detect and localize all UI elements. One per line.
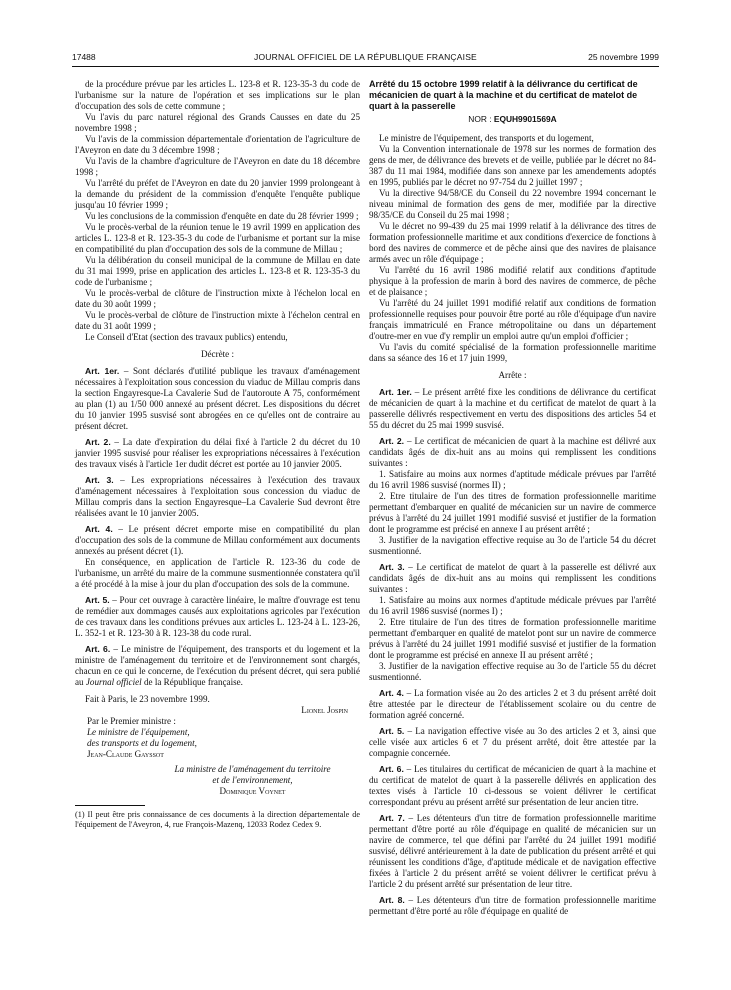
minister-name: Dominique Voynet [219, 786, 286, 796]
paragraph: Vu la directive 94/58/CE du Conseil du 22 novembre 1994 concernant le niveau minimal de formation des gens de mer, modifiée par la directive 98/35/CE du Conseil du 25 mai 1998 ; [369, 188, 656, 220]
article-label: Art. 2. [379, 436, 405, 446]
paragraph: Vu l'arrêté du 24 juillet 1991 modifié relatif aux conditions de formation professionnelle requises pour pouvoir être porté au rôle d'équipage d'un navire français immatriculé en France métropolitaine ou dans un département d'outre-mer en vue d'y remplir un emploi autre qu'un emploi d'officier ; [369, 298, 656, 341]
article-5: Art. 5. – La navigation effective visée au 3o des articles 2 et 3, ainsi que celle visée aux articles 6 et 7 du présent arrêté, doit être attestée par la compagnie concernée. [369, 726, 657, 758]
paragraph: Vu le procès-verbal de clôture de l'instruction mixte à l'échelon central en date du 31 août 1999 ; [75, 310, 360, 331]
paragraph: Vu le procès-verbal de la réunion tenue le 19 avril 1999 en application des articles L. 123-8 et R. 123-35-3 du code de l'urbanisme et portant sur la mise en compatibilité du plan d'occupation des sols de la commune de Millau ; [75, 222, 360, 254]
article-8: Art. 8. – Les détenteurs d'un titre de formation professionnelle maritime permettant d'être porté au rôle d'équipage en qualité de [369, 895, 656, 916]
article-3: Art. 3. – Les expropriations nécessaires à l'exécution des travaux d'aménagement nécessaires à l'exploitation sous concession du viaduc de Millau compris dans la section Engayresque–La Cavalerie Sud devront être réalisées avant le 10 janvier 2005. [75, 475, 360, 518]
list-item: 3. Justifier de la navigation effective requise au 3o de l'article 54 du décret susmentionné. [369, 535, 656, 556]
arrete-title: Arrêté du 15 octobre 1999 relatif à la délivrance du certificat de mécanicien de quart à la machine et du certificat de matelot de quart à la passerelle [369, 79, 638, 111]
footnote-rule [75, 805, 145, 806]
paragraph: Vu l'avis de la chambre d'agriculture de l'Aveyron en date du 18 décembre 1998 ; [75, 156, 360, 177]
article-label: Art. 6. [85, 644, 111, 654]
article-label: Art. 4. [85, 524, 113, 534]
minister-title: des transports et du logement, [87, 738, 197, 748]
paragraph: Le ministre de l'équipement, des transports et du logement, [379, 133, 594, 143]
paragraph: Vu le décret no 99-439 du 25 mai 1999 relatif à la délivrance des titres de formation professionnelle maritime et aux conditions d'exercice de fonctions à bord des navires de commerce et de pêche ainsi que des navires de plaisance armés avec un rôle d'équipage ; [369, 221, 656, 264]
minister-title: Le ministre de l'équipement, [87, 727, 190, 737]
nor-reference: NOR : EQUH9901569A [468, 114, 557, 124]
paragraph: Vu les conclusions de la commission d'enquête en date du 28 février 1999 ; [85, 211, 359, 221]
article-label: Art. 3. [85, 475, 114, 485]
footnote: (1) Il peut être pris connaissance de ces documents à la direction départementale de l'équipement de l'Aveyron, 4, rue François-Mazenq, 12033 Rodez Cedex 9. [75, 810, 360, 829]
article-label: Art. 6. [379, 764, 404, 774]
list-item: 1. Satisfaire au moins aux normes d'aptitude médicale prévues par l'arrêté du 16 avril 1986 susvisé (normes I) ; [369, 595, 656, 616]
decrete-heading: Décrète : [200, 349, 235, 359]
paragraph: Vu l'arrêté du préfet de l'Aveyron en date du 20 janvier 1999 prolongeant à la demande du président de la commission d'enquête l'enquête publique jusqu'au 10 février 1999 ; [75, 178, 360, 210]
minister-name: Jean-Claude Gayssot [87, 749, 164, 759]
left-column [75, 79, 360, 830]
arrete-heading: Arrête : [498, 370, 527, 380]
paragraph: Vu la Convention internationale de 1978 sur les normes de formation des gens de mer, de délivrance des brevets et de veille, publiée par le décret no 84-387 du 11 mai 1984, modifiée dans son annexe par les amendements adoptés en 1995, publiés par le décret no 97-754 du 2 juillet 1997 ; [369, 144, 656, 187]
article-label: Art. 4. [379, 688, 404, 698]
paragraph: Vu l'avis de la commission départementale d'orientation de l'agriculture de l'Aveyron en date du 3 décembre 1998 ; [75, 134, 360, 155]
list-item: 2. Etre titulaire de l'un des titres de formation professionnelle maritime permettant d'embarquer en qualité de mécanicien sur un navire de commerce prévus à l'arrêté du 24 juillet 1991 modifié susvisé et justifier de la formation dont le programme est précisé en annexe I au présent arrêté ; [369, 491, 656, 534]
list-item: 2. Etre titulaire de l'un des titres de formation professionnelle maritime permettant d'embarquer en qualité de matelot pont sur un navire de commerce prévus à l'arrêté du 24 juillet 1991 modifié susvisé et justifier de la formation dont le programme est précisé en annexe II au présent arrêté ; [369, 617, 656, 660]
issue-date: 25 novembre 1999 [588, 52, 659, 62]
signature-date: Fait à Paris, le 23 novembre 1999. [85, 694, 210, 704]
page-number: 17488 [72, 52, 96, 62]
paragraph: Vu l'avis du comité spécialisé de la formation professionnelle maritime dans sa séance des 16 et 17 juin 1999, [369, 342, 656, 363]
journal-title: JOURNAL OFFICIEL DE LA RÉPUBLIQUE FRANÇAISE [254, 52, 477, 62]
paragraph: Vu l'arrêté du 16 avril 1986 modifié relatif aux conditions d'aptitude physique à la profession de marin à bord des navires de commerce, de pêche et de plaisance ; [369, 265, 656, 297]
article-label: Art. 1er. [85, 366, 120, 376]
paragraph: Vu la délibération du conseil municipal de la commune de Millau en date du 31 mai 1999, prise en application des articles L. 123-8 et R. 123-35-3 du code de l'urbanisme ; [75, 255, 360, 287]
article-2: Art. 2. – La date d'expiration du délai fixé à l'article 2 du décret du 10 janvier 1995 susvisé pour réaliser les expropriations nécessaires à l'exécution des travaux visés à l'article 1er dudit décret est portée au 10 janvier 2005. [75, 437, 360, 469]
paragraph: de la procédure prévue par les articles L. 123-8 et R. 123-35-3 du code de l'urbanisme sur la nature de l'opération et ses implications sur le plan d'occupation des sols de cette commune ; [75, 79, 360, 111]
article-5: Art. 5. – Pour cet ouvrage à caractère linéaire, le maître d'ouvrage est tenu de remédier aux dommages causés aux exploitations agricoles par l'exécution de ces travaux dans les conditions prévues aux articles L. 123-24 à L. 123-26, L. 352-1 et R. 123-30 à R. 123-38 du code rural. [75, 595, 361, 638]
article-label: Art. 8. [379, 895, 405, 905]
article-3: Art. 3. – Le certificat de matelot de quart à la passerelle est délivré aux candidats âgés de dix-huit ans au moins qui remplissent les conditions suivantes : [369, 562, 656, 594]
article-4: Art. 4. – La formation visée au 2o des articles 2 et 3 du présent arrêté doit être attestée par le directeur de l'établissement scolaire ou du centre de formation agréé concerné. [369, 688, 656, 720]
paragraph: En conséquence, en application de l'article R. 123-36 du code de l'urbanisme, un arrêté du maire de la commune susmentionnée constatera qu'il a été procédé à la mise à jour du plan d'occupation des sols de la commune. [75, 557, 360, 589]
paragraph: Vu le procès-verbal de clôture de l'instruction mixte à l'échelon local en date du 30 août 1999 ; [75, 288, 360, 309]
paragraph: Vu l'avis du parc naturel régional des Grands Causses en date du 25 novembre 1998 ; [75, 112, 360, 133]
article-6: Art. 6. – Les titulaires du certificat de mécanicien de quart à la machine et du certificat de matelot de quart à la passerelle délivrés en application des textes visés à l'article 10 ci-dessous se voient délivrer le certificat correspondant prévu au présent arrêté sur présentation de leur ancien titre. [369, 764, 656, 807]
list-item: 1. Satisfaire au moins aux normes d'aptitude médicale prévues par l'arrêté du 16 avril 1986 susvisé (normes II) ; [369, 469, 656, 490]
minister-title: et de l'environnement, [212, 775, 293, 785]
signer-prime-minister: Lionel Jospin [301, 705, 348, 715]
article-1: Art. 1er. – Sont déclarés d'utilité publique les travaux d'aménagement nécessaires à l'exploitation sous concession du viaduc de Millau compris dans la section Engayresque-La Cavalerie Sud de l'autoroute A 75, conformément au plan (1) au 1/50 000 annexé au présent décret. Les dispositions du décret du 10 janvier 1995 susvisé sont abrogées en ce qu'elles ont de contraire au présent décret. [75, 366, 360, 431]
right-column [369, 79, 656, 917]
article-label: Art. 1er. [379, 387, 412, 397]
paragraph: Le Conseil d'Etat (section des travaux publics) entendu, [85, 332, 288, 342]
article-label: Art. 3. [379, 562, 405, 572]
list-item: 3. Justifier de la navigation effective requise au 3o de l'article 55 du décret susmentionné. [369, 661, 656, 682]
article-2: Art. 2. – Le certificat de mécanicien de quart à la machine est délivré aux candidats âgés de dix-huit ans au moins qui remplissent les conditions suivantes : [369, 436, 657, 468]
header-rule [72, 66, 659, 67]
article-4: Art. 4. – Le présent décret emporte mise en compatibilité du plan d'occupation des sols de la commune de Millau conformément aux documents annexés au présent décret (1). [75, 524, 360, 556]
article-6: Art. 6. – Le ministre de l'équipement, des transports et du logement et la ministre de l'aménagement du territoire et de l'environnement sont chargés, chacun en ce qui le concerne, de l'exécution du présent décret, qui sera publié au Journal officiel de la République française. [75, 644, 360, 687]
article-label: Art. 5. [85, 595, 110, 605]
minister-title: La ministre de l'aménagement du territoire [174, 764, 331, 774]
page-header [72, 52, 659, 64]
article-label: Art. 7. [379, 813, 405, 823]
by-prime-minister: Par le Premier ministre : [87, 716, 176, 726]
article-label: Art. 2. [85, 437, 111, 447]
article-1: Art. 1er. – Le présent arrêté fixe les conditions de délivrance du certificat de mécanicien de quart à la machine et du certificat de matelot de quart à la passerelle délivrés respectivement en vertu des dispositions des articles 54 et 55 du décret du 25 mai 1999 susvisé. [369, 387, 656, 430]
article-7: Art. 7. – Les détenteurs d'un titre de formation professionnelle maritime permettant d'être porté au rôle d'équipage en qualité de mécanicien sur un navire de commerce, tel que défini par l'arrêté du 24 juillet 1991 modifié susvisé, délivré antérieurement à la date de publication du présent arrêté et qui réunissent les conditions d'âge, d'aptitude médicale et de navigation effective fixées à l'article 2 du présent arrêté se voient délivrer le certificat prévu à l'article 2 du présent arrêté sur présentation de leur titre. [369, 813, 656, 889]
article-label: Art. 5. [379, 726, 405, 736]
